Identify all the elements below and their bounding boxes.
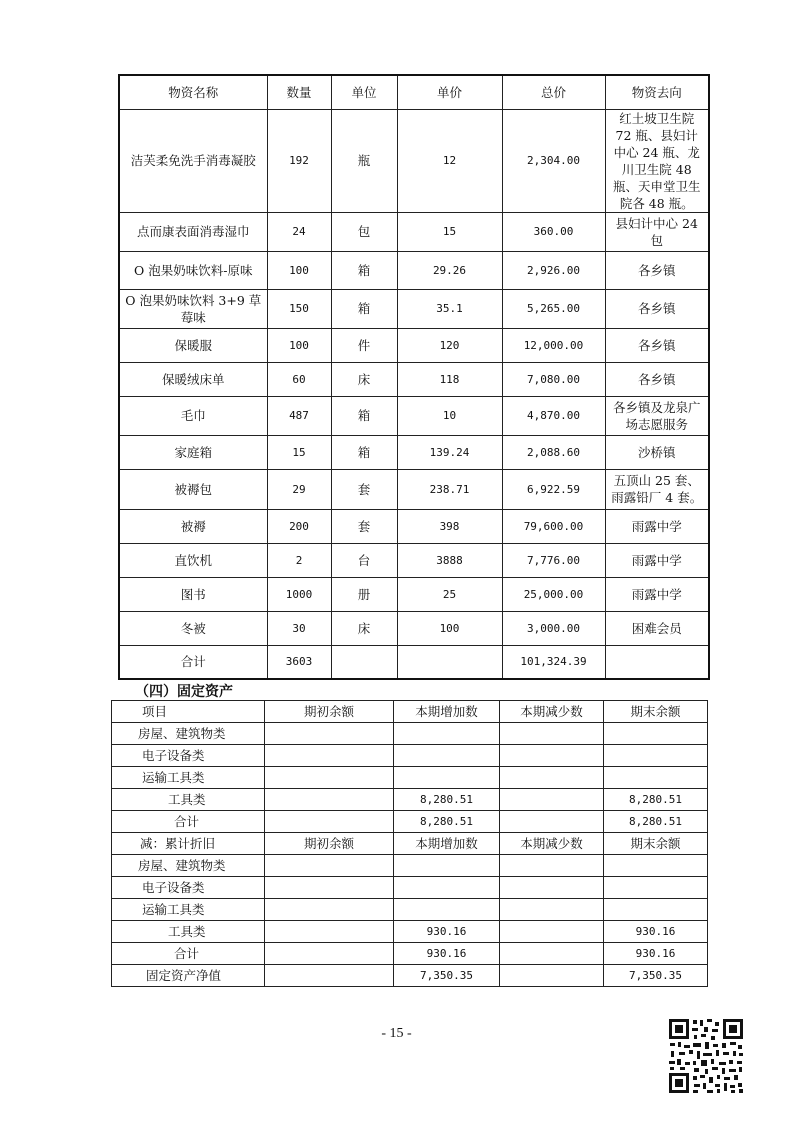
asset-closing: 930.16 [604,921,708,943]
table-row [112,723,708,745]
goods-dest: 五顶山 25 套、雨露铅厂 4 套。 [605,469,709,509]
goods-unit: 套 [331,469,397,509]
goods-price: 15 [397,212,502,251]
asset-decrease [500,921,604,943]
asset-decrease [500,855,604,877]
goods-qty: 2 [267,543,331,577]
goods-name: 图书 [119,577,267,611]
goods-total: 360.00 [502,212,605,251]
asset-closing [604,899,708,921]
goods-unit: 包 [331,212,397,251]
goods-qty: 60 [267,362,331,396]
goods-price: 29.26 [397,251,502,289]
asset-closing: 8,280.51 [604,811,708,833]
goods-total: 6,922.59 [502,469,605,509]
asset-item: 合计 [112,943,265,965]
goods-name: 洁芙柔免洗手消毒凝胶 [119,109,267,212]
header-cell: 单位 [331,75,397,109]
asset-decrease [500,767,604,789]
goods-price: 139.24 [397,435,502,469]
goods-price: 238.71 [397,469,502,509]
qr-code-icon [667,1017,745,1095]
goods-name: 保暖服 [119,328,267,362]
asset-opening [265,789,394,811]
header-cell: 项目 [112,701,265,723]
goods-price: 118 [397,362,502,396]
goods-name: 冬被 [119,611,267,645]
goods-qty: 150 [267,289,331,328]
asset-decrease [500,899,604,921]
goods-name: 合计 [119,645,267,679]
asset-opening [265,723,394,745]
goods-name: 家庭箱 [119,435,267,469]
goods-name: 直饮机 [119,543,267,577]
table-row [112,745,708,767]
goods-name: O 泡果奶味饮料 3+9 草莓味 [119,289,267,328]
asset-item: 电子设备类 [112,745,265,767]
total-row [112,811,708,833]
table-row [119,328,709,362]
asset-closing: 930.16 [604,943,708,965]
asset-decrease [500,943,604,965]
asset-closing [604,723,708,745]
goods-table [118,74,710,680]
asset-increase [394,767,500,789]
asset-opening [265,943,394,965]
asset-opening [265,965,394,987]
goods-qty: 100 [267,251,331,289]
fixed-assets-table [111,700,708,987]
header-cell: 本期增加数 [394,833,500,855]
asset-increase: 930.16 [394,921,500,943]
header-cell: 本期减少数 [500,701,604,723]
goods-qty: 24 [267,212,331,251]
table-row [119,396,709,435]
header-cell: 单价 [397,75,502,109]
asset-increase [394,899,500,921]
goods-qty: 200 [267,509,331,543]
table-row [112,789,708,811]
goods-price [397,645,502,679]
total-row [119,645,709,679]
asset-increase [394,855,500,877]
header-cell: 减：累计折旧 [112,833,265,855]
asset-item: 固定资产净值 [112,965,265,987]
goods-unit: 箱 [331,289,397,328]
table-row [112,877,708,899]
goods-name: 毛巾 [119,396,267,435]
goods-dest: 雨露中学 [605,577,709,611]
asset-item: 房屋、建筑物类 [112,855,265,877]
goods-dest: 雨露中学 [605,543,709,577]
goods-total: 101,324.39 [502,645,605,679]
goods-name: O 泡果奶味饮料-原味 [119,251,267,289]
goods-total: 5,265.00 [502,289,605,328]
goods-header-row [119,75,709,109]
goods-unit: 箱 [331,251,397,289]
goods-dest: 各乡镇 [605,289,709,328]
header-cell: 期初余额 [265,833,394,855]
asset-decrease [500,811,604,833]
goods-price: 25 [397,577,502,611]
header-cell: 总价 [502,75,605,109]
asset-item: 合计 [112,811,265,833]
goods-name: 点而康表面消毒湿巾 [119,212,267,251]
table-row [119,509,709,543]
goods-price: 3888 [397,543,502,577]
asset-increase [394,745,500,767]
asset-increase: 8,280.51 [394,789,500,811]
goods-dest: 各乡镇 [605,362,709,396]
table-row [119,543,709,577]
goods-dest: 县妇计中心 24 包 [605,212,709,251]
asset-increase: 930.16 [394,943,500,965]
table-row [119,289,709,328]
header-cell: 物资去向 [605,75,709,109]
page-number: - 15 - [381,1026,412,1041]
header-cell: 物资名称 [119,75,267,109]
asset-opening [265,767,394,789]
assets-header-row [112,701,708,723]
goods-dest: 雨露中学 [605,509,709,543]
asset-item: 电子设备类 [112,877,265,899]
goods-qty: 100 [267,328,331,362]
goods-price: 35.1 [397,289,502,328]
section-heading: （四）固定资产 [135,684,233,700]
asset-increase [394,723,500,745]
goods-unit: 瓶 [331,109,397,212]
asset-item: 工具类 [112,789,265,811]
asset-opening [265,855,394,877]
table-row [119,577,709,611]
asset-closing [604,767,708,789]
goods-total: 4,870.00 [502,396,605,435]
goods-total: 2,926.00 [502,251,605,289]
asset-decrease [500,745,604,767]
goods-unit: 床 [331,362,397,396]
net-value-row [112,965,708,987]
goods-dest: 困难会员 [605,611,709,645]
asset-decrease [500,877,604,899]
asset-closing [604,745,708,767]
goods-name: 保暖绒床单 [119,362,267,396]
goods-qty: 15 [267,435,331,469]
goods-qty: 30 [267,611,331,645]
asset-opening [265,745,394,767]
goods-price: 12 [397,109,502,212]
asset-increase [394,877,500,899]
goods-unit [331,645,397,679]
asset-opening [265,877,394,899]
asset-closing: 7,350.35 [604,965,708,987]
header-cell: 本期增加数 [394,701,500,723]
goods-total: 7,776.00 [502,543,605,577]
asset-item: 运输工具类 [112,767,265,789]
table-row [119,362,709,396]
goods-total: 12,000.00 [502,328,605,362]
goods-total: 2,088.60 [502,435,605,469]
table-row [112,899,708,921]
table-row [112,767,708,789]
goods-dest: 各乡镇 [605,328,709,362]
asset-decrease [500,723,604,745]
goods-dest: 各乡镇及龙泉广场志愿服务 [605,396,709,435]
goods-qty: 3603 [267,645,331,679]
goods-name: 被褥 [119,509,267,543]
goods-dest: 红土坡卫生院 72 瓶、县妇计中心 24 瓶、龙川卫生院 48 瓶、天申堂卫生院各 48 瓶。 [605,109,709,212]
goods-total: 79,600.00 [502,509,605,543]
goods-qty: 1000 [267,577,331,611]
goods-total: 25,000.00 [502,577,605,611]
goods-qty: 192 [267,109,331,212]
asset-closing [604,855,708,877]
goods-unit: 件 [331,328,397,362]
goods-price: 120 [397,328,502,362]
table-row [119,469,709,509]
header-cell: 数量 [267,75,331,109]
header-cell: 期初余额 [265,701,394,723]
header-cell: 本期减少数 [500,833,604,855]
asset-decrease [500,965,604,987]
depreciation-header-row [112,833,708,855]
header-cell: 期末余额 [604,833,708,855]
table-row [119,435,709,469]
goods-qty: 29 [267,469,331,509]
goods-qty: 487 [267,396,331,435]
table-row [119,212,709,251]
asset-opening [265,899,394,921]
goods-unit: 套 [331,509,397,543]
goods-name: 被褥包 [119,469,267,509]
table-row [112,921,708,943]
asset-increase: 7,350.35 [394,965,500,987]
asset-closing: 8,280.51 [604,789,708,811]
asset-increase: 8,280.51 [394,811,500,833]
header-cell: 期末余额 [604,701,708,723]
asset-item: 工具类 [112,921,265,943]
goods-dest: 沙桥镇 [605,435,709,469]
total-row [112,943,708,965]
asset-opening [265,921,394,943]
goods-price: 398 [397,509,502,543]
table-row [119,611,709,645]
goods-unit: 册 [331,577,397,611]
asset-decrease [500,789,604,811]
goods-price: 10 [397,396,502,435]
goods-unit: 箱 [331,396,397,435]
goods-unit: 床 [331,611,397,645]
goods-dest [605,645,709,679]
goods-total: 2,304.00 [502,109,605,212]
table-row [112,855,708,877]
asset-opening [265,811,394,833]
asset-item: 房屋、建筑物类 [112,723,265,745]
goods-unit: 箱 [331,435,397,469]
asset-item: 运输工具类 [112,899,265,921]
goods-dest: 各乡镇 [605,251,709,289]
table-row [119,251,709,289]
asset-closing [604,877,708,899]
goods-total: 3,000.00 [502,611,605,645]
table-row [119,109,709,212]
goods-price: 100 [397,611,502,645]
goods-unit: 台 [331,543,397,577]
goods-total: 7,080.00 [502,362,605,396]
